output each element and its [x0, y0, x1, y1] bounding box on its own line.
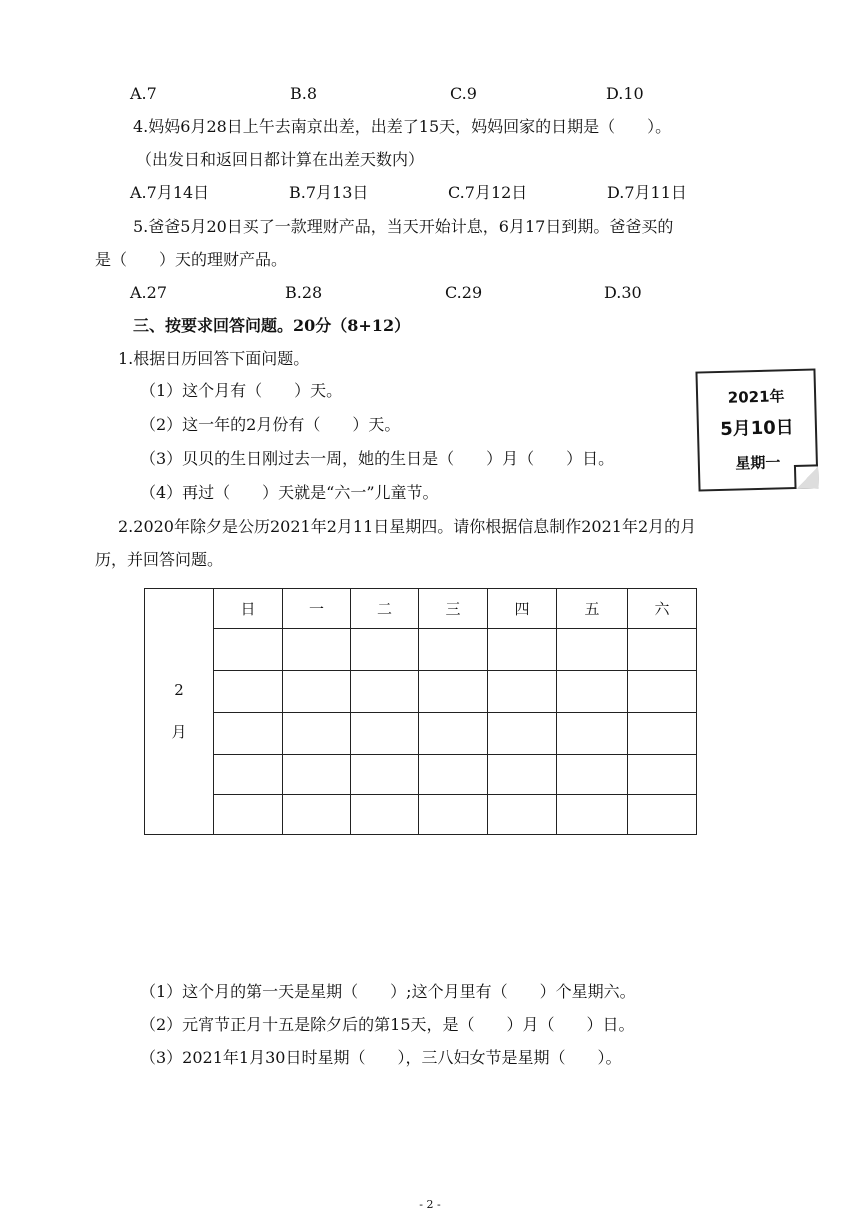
- header-fri: 五: [557, 589, 628, 629]
- calendar-week-row: [145, 755, 697, 795]
- day-cell[interactable]: [283, 755, 351, 795]
- q4-option-d: D.7月11日: [607, 183, 687, 202]
- calendar-note-year: 2021年: [727, 387, 785, 407]
- day-cell[interactable]: [214, 755, 283, 795]
- day-cell[interactable]: [351, 713, 419, 755]
- month-char: 月: [171, 723, 187, 741]
- p1-item-3: （3）贝贝的生日刚过去一周，她的生日是（ ）月（ ）日。: [140, 449, 615, 468]
- p1-item-2: （2）这一年的2月份有（ ）天。: [140, 415, 401, 434]
- day-cell[interactable]: [628, 629, 697, 671]
- header-tue: 二: [351, 589, 419, 629]
- q5-text-line1: 5.爸爸5月20日买了一款理财产品，当天开始计息，6月17日到期。爸爸买的: [133, 217, 674, 236]
- q4-option-b: B.7月13日: [289, 183, 369, 202]
- header-sun: 日: [214, 589, 283, 629]
- month-label-cell: [145, 589, 214, 835]
- day-cell[interactable]: [214, 713, 283, 755]
- day-cell[interactable]: [351, 671, 419, 713]
- header-sat: 六: [628, 589, 697, 629]
- day-cell[interactable]: [628, 795, 697, 835]
- page-number: - 2 -: [419, 1198, 441, 1211]
- q5-option-b: B.28: [285, 283, 323, 302]
- header-thu: 四: [488, 589, 557, 629]
- day-cell[interactable]: [214, 795, 283, 835]
- day-cell[interactable]: [488, 629, 557, 671]
- day-cell[interactable]: [351, 629, 419, 671]
- q3-option-d: D.10: [606, 84, 644, 103]
- day-cell[interactable]: [419, 713, 488, 755]
- q5-option-a: A.27: [130, 283, 167, 302]
- q4-option-a: A.7月14日: [130, 183, 210, 202]
- calendar-note-weekday: 星期一: [735, 453, 781, 473]
- day-cell[interactable]: [488, 713, 557, 755]
- day-cell[interactable]: [419, 629, 488, 671]
- day-cell[interactable]: [557, 671, 628, 713]
- day-cell[interactable]: [557, 795, 628, 835]
- calendar-week-row: [145, 795, 697, 835]
- day-cell[interactable]: [419, 671, 488, 713]
- calendar-week-row: [145, 713, 697, 755]
- day-cell[interactable]: [283, 671, 351, 713]
- q5-option-d: D.30: [604, 283, 642, 302]
- p1-title: 1.根据日历回答下面问题。: [118, 349, 310, 368]
- day-cell[interactable]: [283, 713, 351, 755]
- day-cell[interactable]: [557, 629, 628, 671]
- q5-option-c: C.29: [445, 283, 483, 302]
- header-mon: 一: [283, 589, 351, 629]
- p2-item-3: （3）2021年1月30日时星期（ ），三八妇女节是星期（ ）。: [140, 1048, 622, 1067]
- q3-option-a: A.7: [130, 84, 157, 103]
- day-cell[interactable]: [419, 755, 488, 795]
- day-cell[interactable]: [351, 795, 419, 835]
- p1-item-4: （4）再过（ ）天就是“六一”儿童节。: [140, 483, 439, 502]
- page-curl-icon: [794, 464, 819, 489]
- p2-item-1: （1）这个月的第一天是星期（ ）;这个月里有（ ）个星期六。: [140, 982, 636, 1001]
- header-wed: 三: [419, 589, 488, 629]
- day-cell[interactable]: [488, 671, 557, 713]
- q3-option-c: C.9: [450, 84, 477, 103]
- calendar-note-date: 5月10日: [719, 417, 795, 440]
- day-cell[interactable]: [628, 713, 697, 755]
- p2-item-2: （2）元宵节正月十五是除夕后的第15天，是（ ）月（ ）日。: [140, 1015, 635, 1034]
- day-cell[interactable]: [214, 629, 283, 671]
- day-cell[interactable]: [557, 755, 628, 795]
- calendar-header-row: [145, 589, 697, 629]
- q4-note: （出发日和返回日都计算在出差天数内）: [136, 150, 425, 169]
- calendar-table: [144, 588, 697, 835]
- p2-text-line2: 历，并回答问题。: [95, 550, 224, 569]
- day-cell[interactable]: [628, 755, 697, 795]
- q3-option-b: B.8: [290, 84, 318, 103]
- q5-text-line2: 是（ ）天的理财产品。: [95, 250, 288, 269]
- day-cell[interactable]: [628, 671, 697, 713]
- q4-text: 4.妈妈6月28日上午去南京出差，出差了15天，妈妈回家的日期是（ ）。: [133, 117, 672, 136]
- p2-text-line1: 2.2020年除夕是公历2021年2月11日星期四。请你根据信息制作2021年2月的月: [118, 517, 697, 536]
- q4-option-c: C.7月12日: [448, 183, 528, 202]
- day-cell[interactable]: [488, 795, 557, 835]
- day-cell[interactable]: [283, 629, 351, 671]
- day-cell[interactable]: [283, 795, 351, 835]
- month-number: 2: [174, 681, 184, 699]
- calendar-week-row: [145, 629, 697, 671]
- day-cell[interactable]: [351, 755, 419, 795]
- calendar-week-row: [145, 671, 697, 713]
- day-cell[interactable]: [419, 795, 488, 835]
- day-cell[interactable]: [488, 755, 557, 795]
- calendar-note: [695, 368, 818, 491]
- day-cell[interactable]: [214, 671, 283, 713]
- day-cell[interactable]: [557, 713, 628, 755]
- section-title: 三、按要求回答问题。20分（8+12）: [133, 316, 411, 335]
- p1-item-1: （1）这个月有（ ）天。: [140, 381, 343, 400]
